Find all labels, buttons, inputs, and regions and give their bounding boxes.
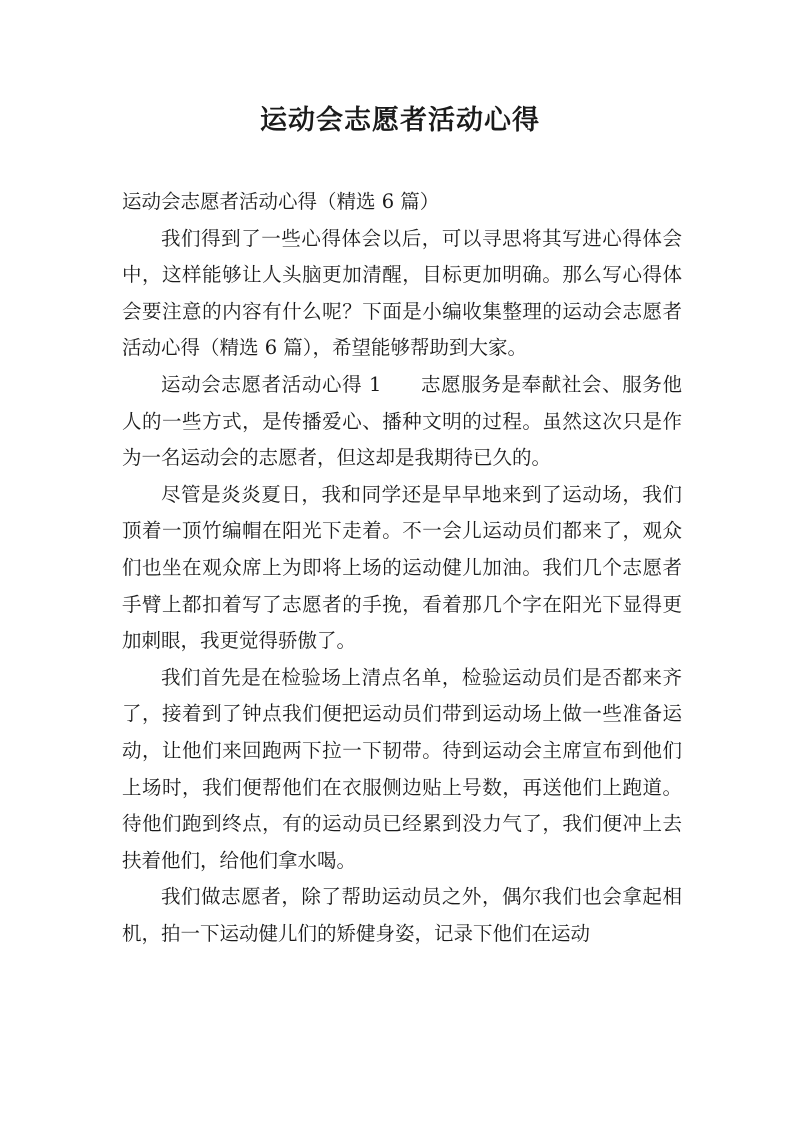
document-subtitle: 运动会志愿者活动心得（精选 6 篇） (122, 190, 440, 213)
section-1-paragraph (122, 367, 682, 477)
section-1-first-text: 志愿服务是奉献社会、服务他人的一些方式，是传播爱心、播种文明的过程。虽然这次只是作为一名运动会的志愿者，但这却是我期待已久的。 (122, 372, 682, 470)
section-1-heading: 运动会志愿者活动心得 1 (161, 372, 382, 396)
intro-paragraph: 我们得到了一些心得体会以后，可以寻思将其写进心得体会中，这样能够让人头脑更加清醒，目标更加明确。那么写心得体会要注意的内容有什么呢？下面是小编收集整理的运动会志愿者活动心得（精选 6 篇），希望能够帮助到大家。 (122, 226, 682, 360)
document-title: 运动会志愿者活动心得 (260, 105, 540, 136)
document-body (122, 184, 682, 952)
body-paragraph-2: 我们首先是在检验场上清点名单，检验运动员们是否都来齐了，接着到了钟点我们便把运动员们带到运动场上做一些准备运动，让他们来回跑两下拉一下韧带。待到运动会主席宣布到他们上场时，我们便帮他们在衣服侧边贴上号数，再送他们上跑道。待他们跑到终点，有的运动员已经累到没力气了，我们便冲上去扶着他们，给他们拿水喝。 (122, 665, 682, 872)
body-paragraph-1: 尽管是炎炎夏日，我和同学还是早早地来到了运动场，我们顶着一顶竹编帽在阳光下走着。不一会儿运动员们都来了，观众们也坐在观众席上为即将上场的运动健儿加油。我们几个志愿者手臂上都扣着写了志愿者的手挽，看着那几个字在阳光下显得更加刺眼，我更觉得骄傲了。 (122, 482, 682, 653)
body-paragraph-3: 我们做志愿者，除了帮助运动员之外，偶尔我们也会拿起相机，拍一下运动健儿们的矫健身姿，记录下他们在运动 (122, 885, 682, 945)
